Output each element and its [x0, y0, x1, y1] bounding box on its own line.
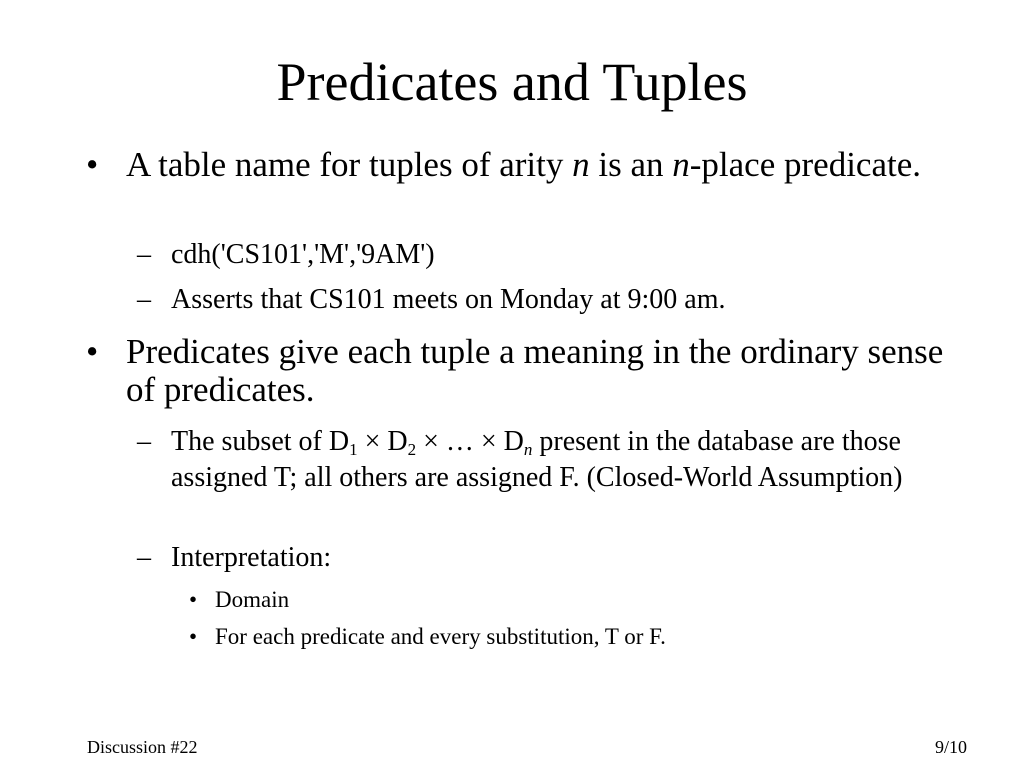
subsubbullet-domain: • Domain — [189, 587, 290, 612]
subbullet-asserts: – Asserts that CS101 meets on Monday at 9:00 am. — [171, 282, 971, 318]
bullet-arity: • A table name for tuples of arity n is an n-place predicate. — [86, 145, 921, 184]
page-number: 9/10 — [935, 737, 968, 757]
subbullet-closed-world: – The subset of $D_1 \times D_2$ × … × $D_n$ present in the database are those assigned T; all others are assigned F. (Closed-World Assumption) — [137, 426, 903, 493]
bullet-marker: • — [189, 587, 198, 612]
bullet-marker: • — [86, 145, 99, 184]
dash-marker: – — [137, 542, 151, 573]
bullet-predicates-meaning: • Predicates give each tuple a meaning in the ordinary sense of predicates. — [86, 332, 944, 409]
dash-marker: – — [137, 426, 151, 457]
footer-title: Discussion #22 — [87, 737, 198, 757]
subsubbullet-substitution: • For each predicate and every substitution, T or F. — [189, 624, 666, 649]
bullet-marker: • — [189, 624, 198, 649]
dash-marker: – — [137, 284, 151, 315]
subbullet-interpretation: – Interpretation: — [171, 540, 971, 576]
dash-marker: – — [137, 239, 151, 270]
slide-title: Predicates and Tuples — [276, 52, 748, 112]
bullet-marker: • — [86, 332, 99, 371]
subbullet-cdh-example: – cdh('CS101','M','9AM') — [171, 237, 971, 273]
